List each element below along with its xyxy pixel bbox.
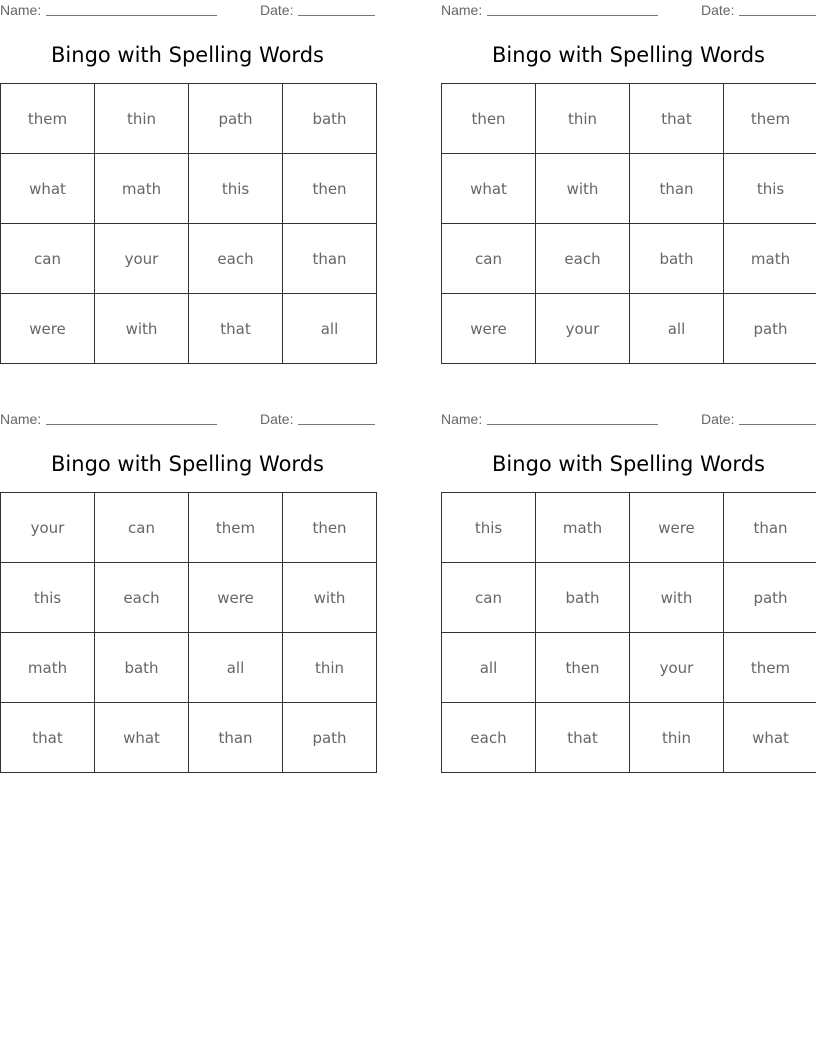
bingo-cell[interactable]: this [442,493,536,563]
bingo-cell[interactable]: with [283,563,377,633]
date-label: Date: [260,2,294,18]
bingo-cell[interactable]: this [189,154,283,224]
grid-row [442,84,816,154]
grid-row [442,294,816,364]
grid-row [1,563,377,633]
bingo-cell[interactable]: can [442,224,536,294]
bingo-card-3 [0,409,375,789]
name-field[interactable] [46,15,217,16]
date-label: Date: [701,2,735,18]
bingo-cell[interactable]: them [724,633,816,703]
bingo-grid [0,83,377,364]
card-header [441,0,816,20]
bingo-cell[interactable]: math [536,493,630,563]
card-title: Bingo with Spelling Words [51,452,324,476]
bingo-cell[interactable]: then [283,154,377,224]
bingo-cell[interactable]: thin [283,633,377,703]
bingo-cell[interactable]: were [189,563,283,633]
bingo-cell[interactable]: then [283,493,377,563]
grid-row [442,563,816,633]
bingo-cell[interactable]: were [442,294,536,364]
bingo-cell[interactable]: each [189,224,283,294]
bingo-cell[interactable]: were [1,294,95,364]
card-title: Bingo with Spelling Words [51,43,324,67]
bingo-cell[interactable]: thin [536,84,630,154]
name-label: Name: [0,411,42,427]
card-title: Bingo with Spelling Words [492,43,765,67]
grid-row [442,493,816,563]
bingo-cell[interactable]: bath [630,224,724,294]
grid-row [1,154,377,224]
bingo-cell[interactable]: all [189,633,283,703]
bingo-cell[interactable]: all [442,633,536,703]
bingo-cell[interactable]: with [95,294,189,364]
bingo-cell[interactable]: were [630,493,724,563]
grid-row [1,84,377,154]
bingo-cell[interactable]: than [189,703,283,773]
bingo-cell[interactable]: thin [95,84,189,154]
grid-row [1,703,377,773]
bingo-cell[interactable]: your [630,633,724,703]
bingo-cell[interactable]: path [724,294,816,364]
bingo-card-4 [441,409,816,789]
date-label: Date: [260,411,294,427]
bingo-cell[interactable]: can [442,563,536,633]
name-label: Name: [0,2,42,18]
bingo-cell[interactable]: that [189,294,283,364]
bingo-cell[interactable]: each [95,563,189,633]
bingo-cell[interactable]: path [724,563,816,633]
bingo-cell[interactable]: this [724,154,816,224]
bingo-cell[interactable]: your [95,224,189,294]
grid-row [442,154,816,224]
bingo-cell[interactable]: bath [283,84,377,154]
bingo-grid [441,492,816,773]
bingo-cell[interactable]: them [189,493,283,563]
bingo-cell[interactable]: math [724,224,816,294]
bingo-cell[interactable]: can [1,224,95,294]
grid-row [1,493,377,563]
grid-row [1,224,377,294]
bingo-cell[interactable]: what [1,154,95,224]
grid-row [442,224,816,294]
bingo-cell[interactable]: then [536,633,630,703]
date-field[interactable] [298,424,375,425]
name-label: Name: [441,2,483,18]
bingo-cell[interactable]: bath [95,633,189,703]
bingo-cell[interactable]: path [283,703,377,773]
bingo-cell[interactable]: that [536,703,630,773]
name-label: Name: [441,411,483,427]
name-field[interactable] [487,424,658,425]
bingo-cell[interactable]: than [724,493,816,563]
date-label: Date: [701,411,735,427]
bingo-cell[interactable]: what [95,703,189,773]
grid-row [442,633,816,703]
bingo-cell[interactable]: what [442,154,536,224]
bingo-cell[interactable]: than [630,154,724,224]
bingo-cell[interactable]: then [442,84,536,154]
bingo-grid [441,83,816,364]
card-header [0,0,375,20]
bingo-cell[interactable]: all [283,294,377,364]
bingo-cell[interactable]: can [95,493,189,563]
bingo-cell[interactable]: that [1,703,95,773]
name-field[interactable] [46,424,217,425]
bingo-card-1 [0,0,375,380]
date-field[interactable] [298,15,375,16]
card-title: Bingo with Spelling Words [492,452,765,476]
grid-row [1,633,377,703]
bingo-cell[interactable]: than [283,224,377,294]
bingo-cell[interactable]: path [189,84,283,154]
bingo-cell[interactable]: with [630,563,724,633]
name-field[interactable] [487,15,658,16]
bingo-cell[interactable]: bath [536,563,630,633]
bingo-cell[interactable]: all [630,294,724,364]
bingo-cell[interactable]: math [1,633,95,703]
bingo-cell[interactable]: them [724,84,816,154]
bingo-cell[interactable]: with [536,154,630,224]
card-header [441,409,816,429]
bingo-cell[interactable]: this [1,563,95,633]
date-field[interactable] [739,424,816,425]
bingo-cell[interactable]: math [95,154,189,224]
bingo-cell[interactable]: that [630,84,724,154]
bingo-cell[interactable]: your [536,294,630,364]
bingo-card-2 [441,0,816,380]
bingo-grid [0,492,377,773]
grid-row [442,703,816,773]
bingo-cell[interactable]: your [1,493,95,563]
bingo-cell[interactable]: each [442,703,536,773]
card-header [0,409,375,429]
bingo-cell[interactable]: each [536,224,630,294]
bingo-cell[interactable]: thin [630,703,724,773]
date-field[interactable] [739,15,816,16]
bingo-cell[interactable]: them [1,84,95,154]
grid-row [1,294,377,364]
bingo-cell[interactable]: what [724,703,816,773]
